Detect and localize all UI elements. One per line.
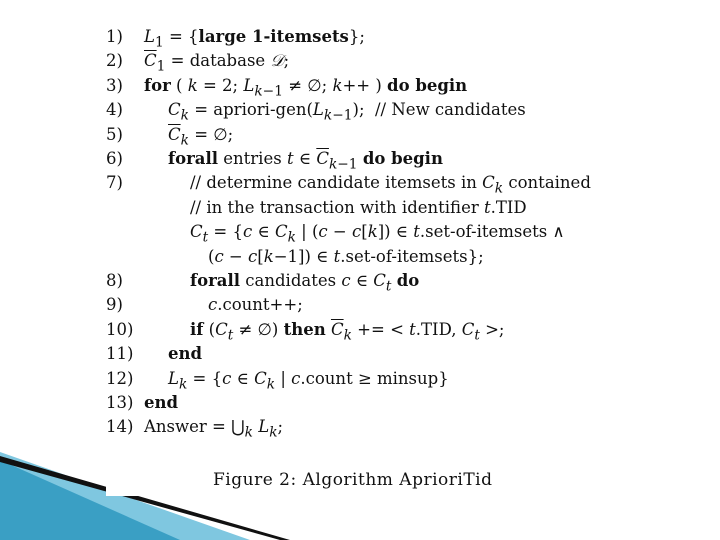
line-code: $C_t = \{c$ ∈ $C_k$ | (c − c[k]) ∈ t.set-of-itemsets ∧ <box>190 222 565 246</box>
line-code: $L_k = \{c$ ∈ $C_k$ | c.count ≥ minsup} <box>168 368 449 392</box>
algorithm-line <box>106 416 666 441</box>
line-code: $L_1$ = {large 1-itemsets}; <box>144 27 365 51</box>
line-number: 8) <box>106 271 123 290</box>
algorithm-line <box>106 124 666 146</box>
line-number: 2) <box>106 51 123 71</box>
line-number: 12) <box>106 368 134 388</box>
line-number: 7) <box>106 173 123 193</box>
line-number: 10) <box>106 319 134 339</box>
algorithm-line <box>106 221 666 246</box>
algorithm-line <box>106 392 666 414</box>
line-number: 4) <box>106 100 123 120</box>
line-code: (c − c[k−1]) ∈ t.set-of-itemsets}; <box>208 246 484 266</box>
algorithm-line <box>106 246 666 268</box>
line-number: 3) <box>106 75 123 95</box>
algorithm-line <box>106 99 666 124</box>
algorithm-line <box>106 368 666 390</box>
line-code: // in the transaction with identifier t.TID <box>190 197 527 217</box>
algorithm-line <box>106 26 666 51</box>
line-code: // determine candidate itemsets in $C_k$ contained <box>190 173 591 197</box>
line-number: 5) <box>106 124 123 144</box>
line-code: forall entries t ∈ $\overline{C}_{k-1}$ do begin <box>168 149 443 173</box>
line-number: 11) <box>106 344 134 364</box>
algorithm-line <box>106 319 666 344</box>
algorithm-line <box>106 172 666 197</box>
algorithm-figure <box>106 18 666 496</box>
line-number: 14) <box>106 417 134 437</box>
line-code: $\overline{C}_1$ = database 𝒟; <box>144 51 290 75</box>
figure-caption: Figure 2: Algorithm AprioriTid <box>213 470 493 490</box>
algorithm-line <box>106 270 666 295</box>
line-code: c.count++; <box>208 295 303 315</box>
line-number: 9) <box>106 295 123 315</box>
line-code: Answer = $⋃_k$ $L_k$; <box>144 417 284 441</box>
line-code: end <box>144 393 179 412</box>
algorithm-line <box>106 294 666 316</box>
line-number: 13) <box>106 393 134 412</box>
line-code: $\overline{C}_k$ = ∅; <box>168 124 234 148</box>
algorithm-line <box>106 50 666 75</box>
algorithm-line <box>106 148 666 173</box>
line-code: for ( k = 2; $L_{k-1}$ ≠ ∅; k++ ) do begin <box>144 75 468 100</box>
algorithm-line <box>106 75 666 100</box>
algorithm-line <box>106 197 666 219</box>
line-number: 6) <box>106 149 123 168</box>
algorithm-line <box>106 343 666 365</box>
line-number: 1) <box>106 27 123 46</box>
line-code: $C_k$ = apriori-$gen(L_{k-1})$; // New candidates <box>168 100 526 124</box>
line-code: forall candidates c ∈ $C_t$ do <box>190 271 420 295</box>
line-code: end <box>168 344 203 364</box>
line-code: if ($C_t$ ≠ ∅) then $\overline{C}_k$ += < t.TID, $C_t$ >; <box>190 319 505 344</box>
